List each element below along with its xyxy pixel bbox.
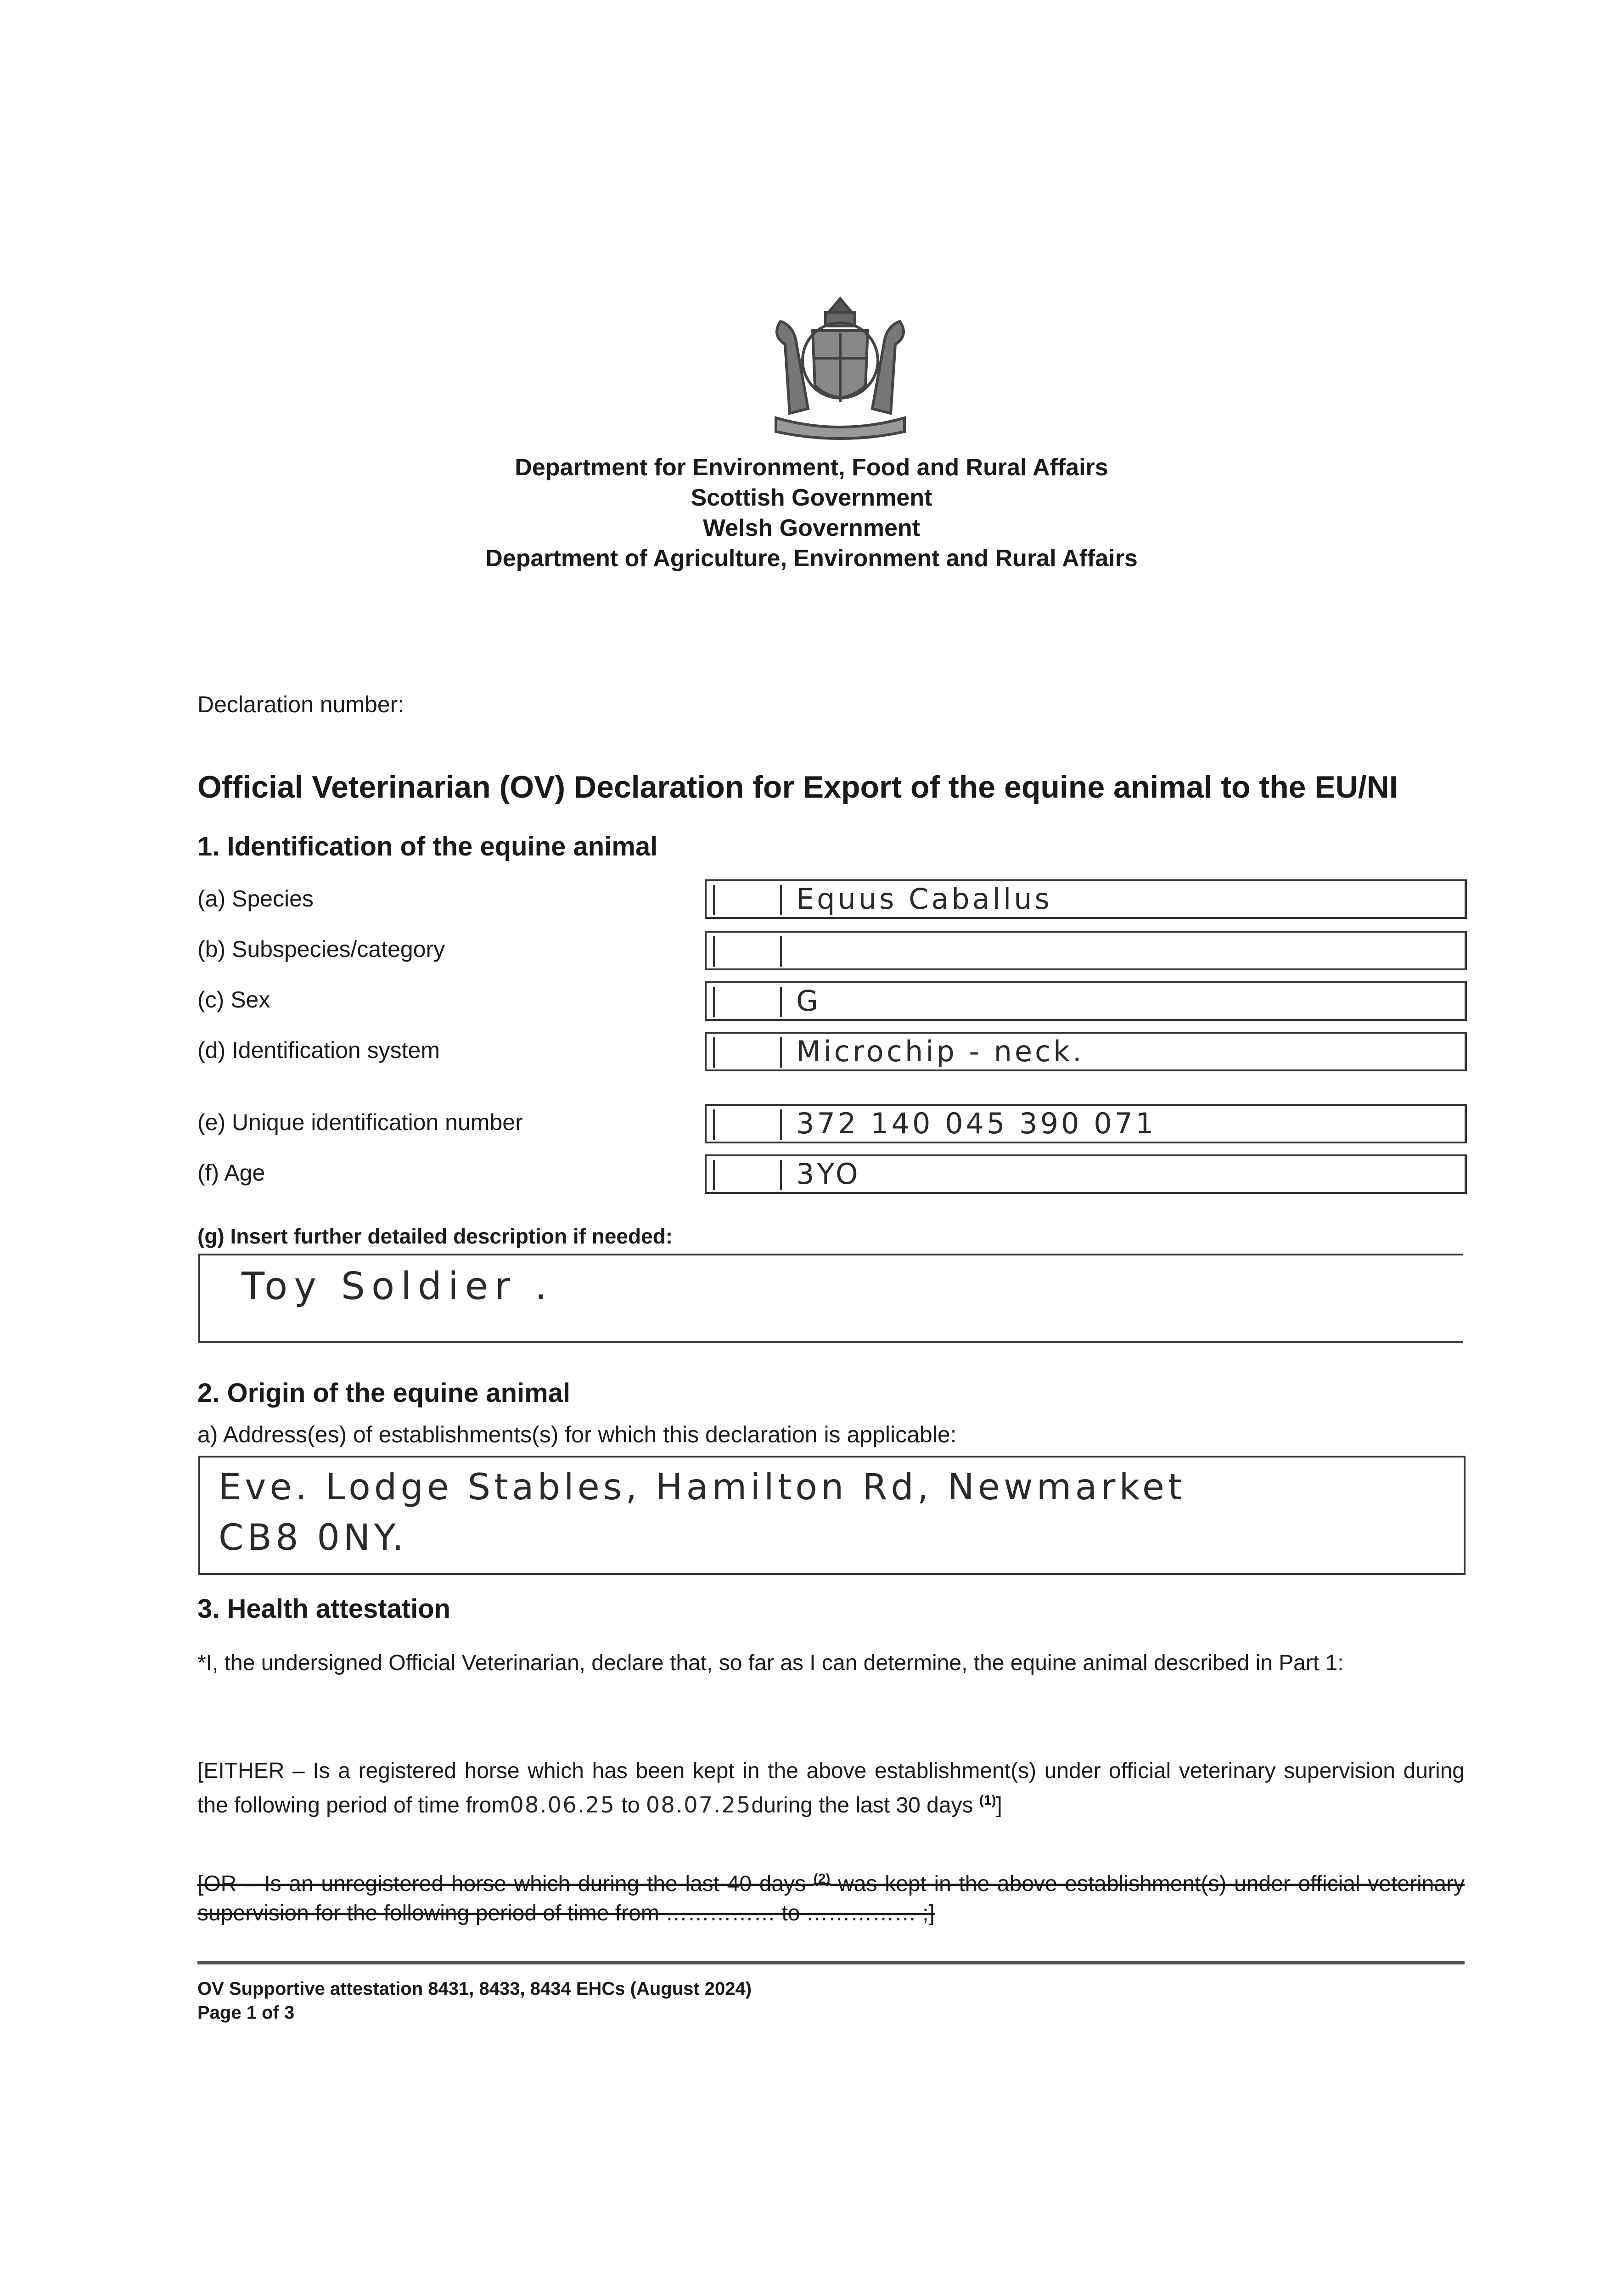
either-clause [197, 1756, 1465, 1820]
page-label: Page [197, 2003, 241, 2023]
sex-value: G [796, 984, 821, 1018]
identification-system-label: (d) Identification system [197, 1037, 440, 1063]
health-attestation-intro: *I, the undersigned Official Veterinarian, declare that, so far as I can determine, the equine animal described in Part 1: [197, 1651, 1344, 1675]
unique-id-field[interactable] [705, 1104, 1467, 1143]
page-total: 3 [284, 2003, 295, 2023]
section-2-heading: 2. Origin of the equine animal [197, 1378, 571, 1408]
either-to-word: to [621, 1793, 640, 1818]
section-3-heading: 3. Health attestation [197, 1594, 451, 1624]
declaration-number-label: Declaration number: [197, 692, 404, 717]
either-text-1: [EITHER – Is a registered horse which has been kept in the above establishment(s) under official veterinary supervision during the following period of time from [197, 1759, 1465, 1818]
section-1-heading: 1. Identification of the equine animal [197, 832, 658, 861]
address-line-1: Eve. Lodge Stables, Hamilton Rd, Newmarket [219, 1467, 1186, 1508]
description-value: Toy Soldier . [241, 1265, 554, 1308]
department-line: Department for Environment, Food and Rural Affairs [515, 454, 1108, 481]
sex-field[interactable] [705, 981, 1467, 1021]
address-line-2: CB8 0NY. [219, 1517, 408, 1559]
address-label: a) Address(es) of establishments(s) for which this declaration is applicable: [197, 1422, 957, 1447]
footer-divider [197, 1961, 1465, 1964]
identification-system-field[interactable] [705, 1032, 1467, 1071]
either-from-date: 08.06.25 [510, 1792, 616, 1818]
issuing-departments [0, 452, 1623, 574]
or-footnote-ref: (2) [813, 1871, 831, 1886]
or-clause-struck [197, 1864, 1465, 1928]
age-value: 3YO [796, 1157, 861, 1191]
department-line: Scottish Government [691, 484, 932, 511]
page-of-label: of [262, 2003, 279, 2023]
age-label: (f) Age [197, 1160, 265, 1186]
either-text-2: during the last 30 days [751, 1793, 973, 1818]
unique-id-label: (e) Unique identification number [197, 1109, 523, 1135]
or-text-1: [OR – Is an unregistered horse which during the last 40 days [197, 1872, 806, 1896]
either-footnote-ref: (1) [979, 1793, 996, 1808]
page-number: 1 [246, 2003, 257, 2023]
species-label: (a) Species [197, 886, 314, 912]
species-value: Equus Caballus [796, 882, 1052, 916]
sex-label: (c) Sex [197, 987, 270, 1013]
address-field[interactable] [198, 1456, 1466, 1575]
department-line: Welsh Government [703, 515, 920, 541]
identification-system-value: Microchip - neck. [796, 1035, 1084, 1068]
description-field[interactable] [198, 1254, 1463, 1343]
subspecies-field[interactable] [705, 931, 1467, 970]
or-text-2: was kept in the above establishment(s) under official veterinary supervision for the following period of time from …………… to …………… ;] [197, 1872, 1465, 1925]
either-close: ] [996, 1793, 1002, 1818]
subspecies-label: (b) Subspecies/category [197, 936, 445, 962]
page-title: Official Veterinarian (OV) Declaration for Export of the equine animal to the EU/NI [197, 770, 1398, 805]
species-field[interactable] [705, 879, 1467, 919]
department-line: Department of Agriculture, Environment and Rural Affairs [485, 545, 1138, 572]
age-field[interactable] [705, 1154, 1467, 1194]
unique-id-value: 372 140 045 390 071 [796, 1107, 1157, 1140]
either-to-date: 08.07.25 [646, 1792, 752, 1818]
footer-attestation-ref: OV Supportive attestation 8431, 8433, 8434 EHCs (August 2024) [197, 1979, 752, 1999]
royal-coat-of-arms-emblem [748, 294, 932, 445]
page-indicator [197, 2001, 752, 2025]
description-label: (g) Insert further detailed description if needed: [197, 1224, 673, 1248]
footer [197, 1977, 752, 2025]
